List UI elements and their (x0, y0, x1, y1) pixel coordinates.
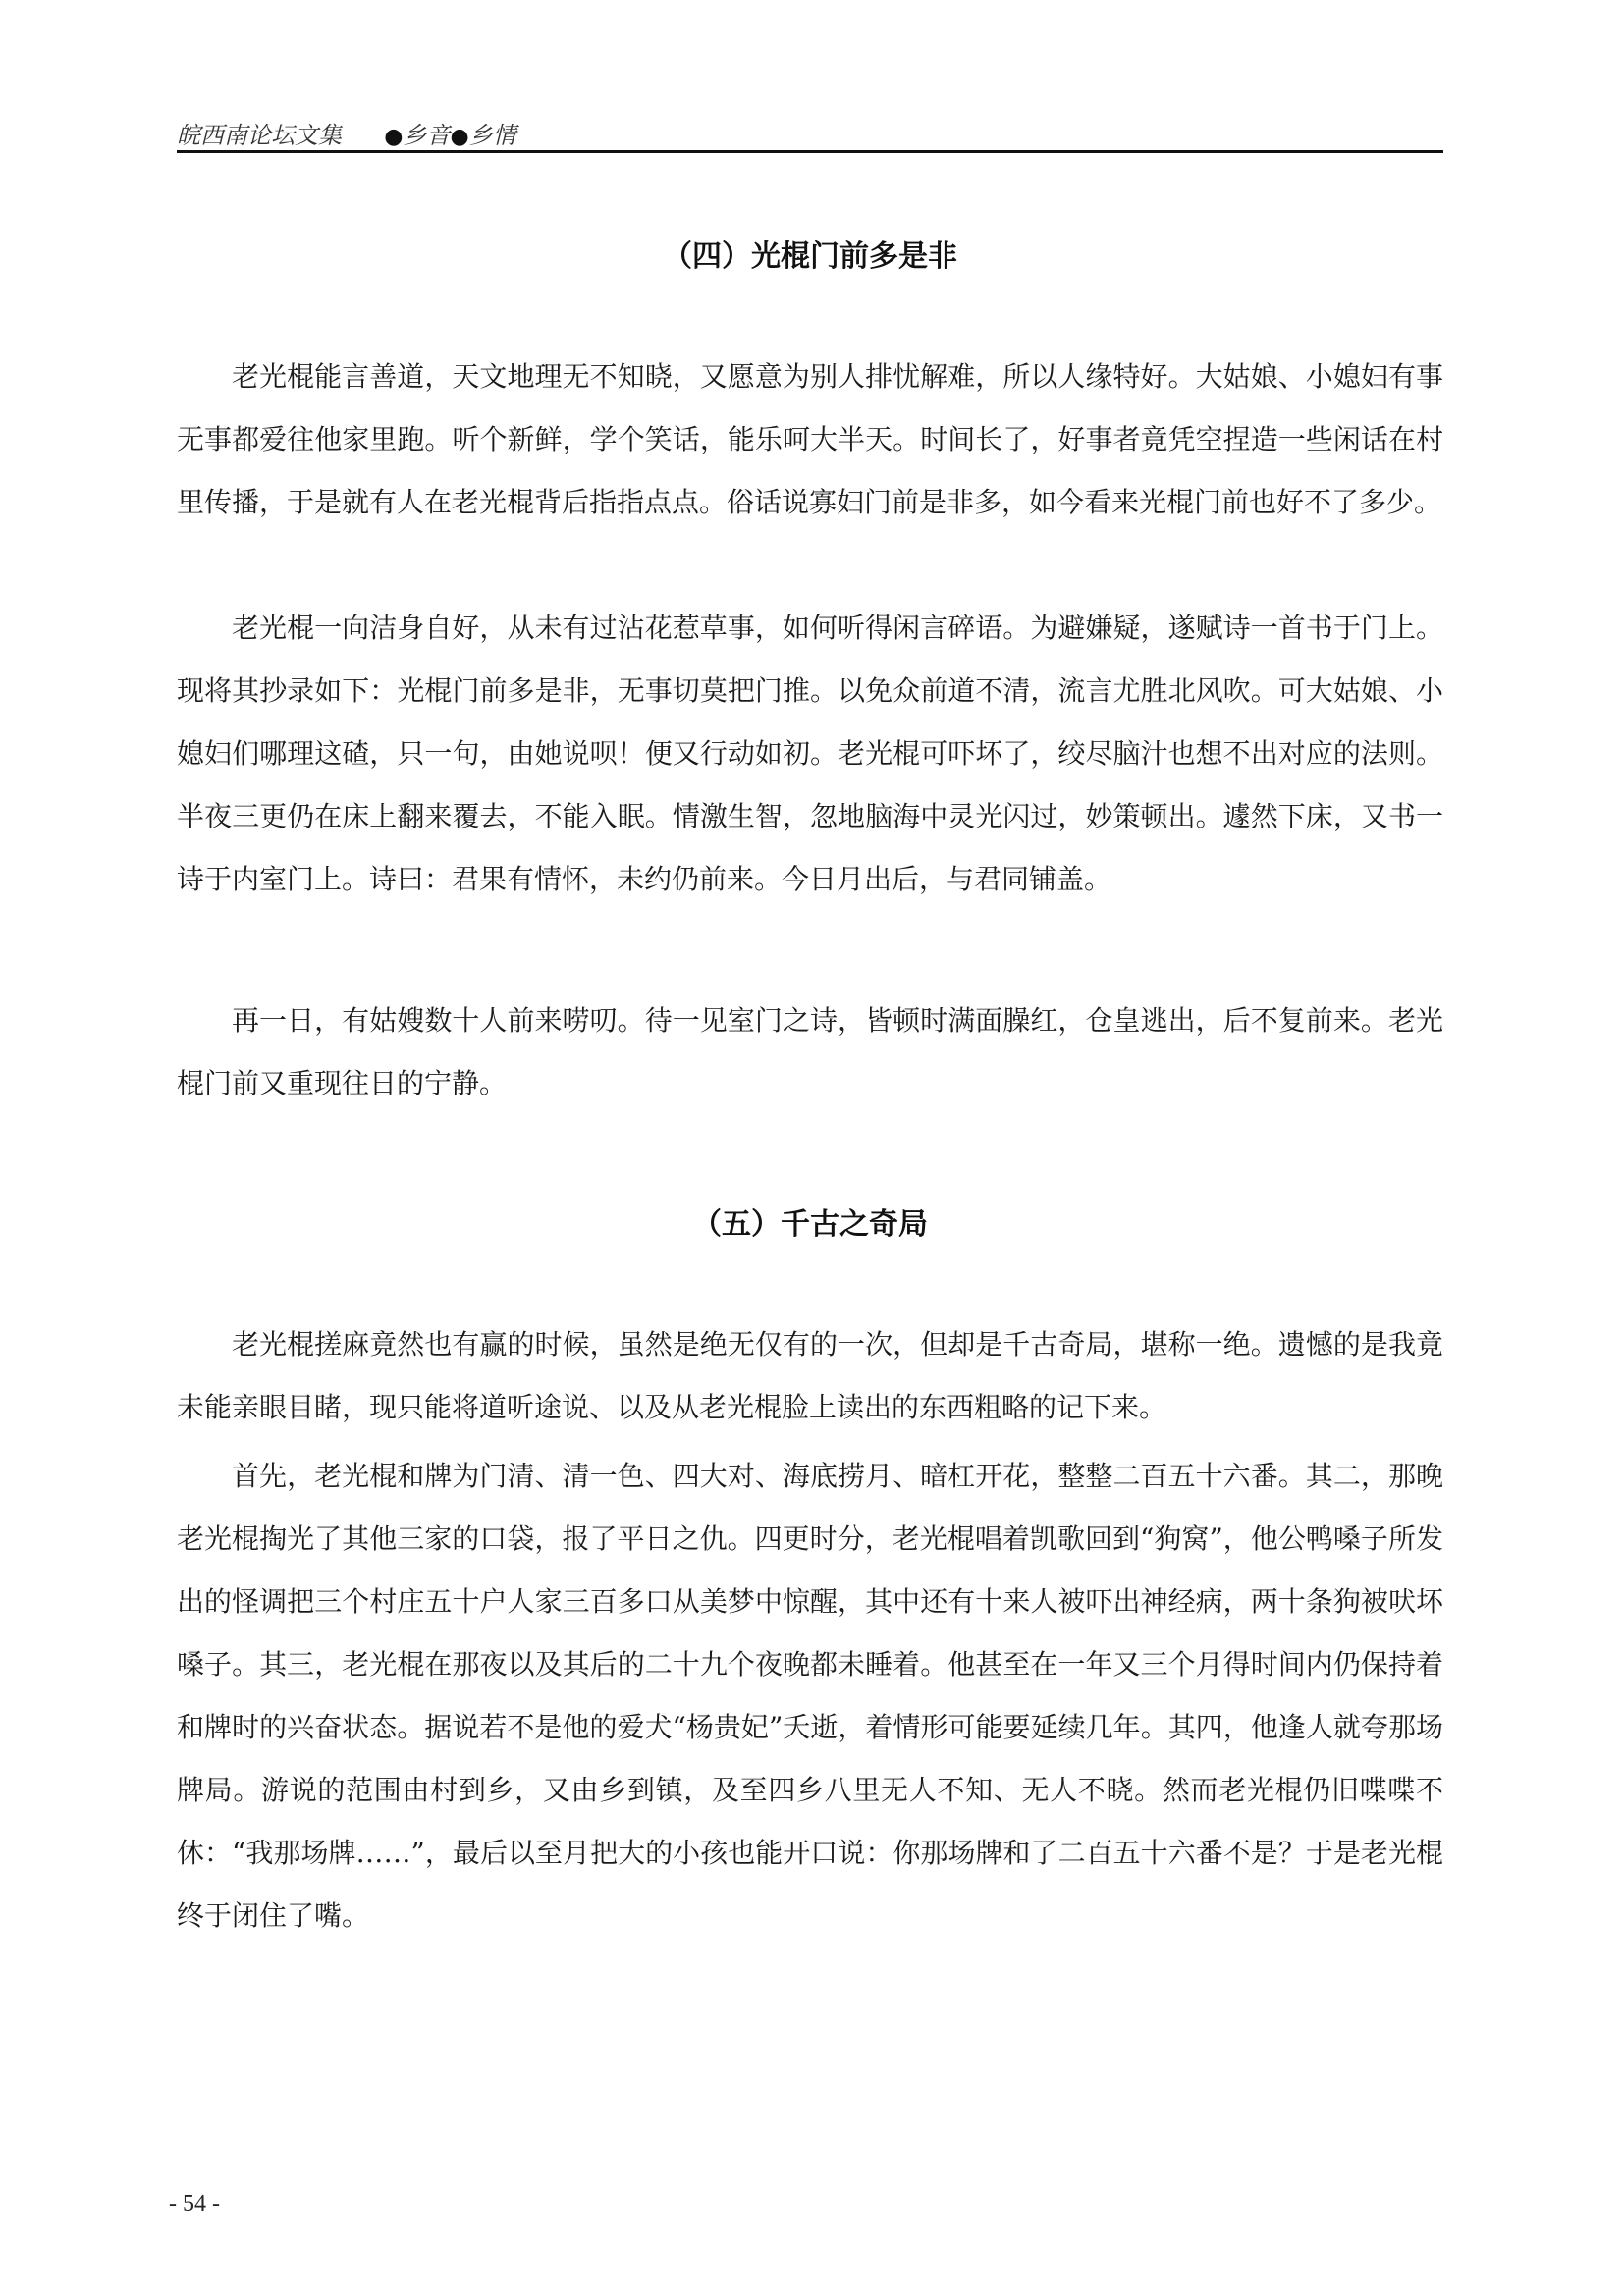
paragraph: 老光棍一向洁身自好，从未有过沾花惹草事，如何听得闲言碎语。为避嫌疑，遂赋诗一首书于门上。现将其抄录如下：光棍门前多是非，无事切莫把门推。以免众前道不清，流言尤胜北风吹。可大姑娘、小媳妇们哪理这碴，只一句，由她说呗！便又行动如初。老光棍可吓坏了，绞尽脑汁也想不出对应的法则。半夜三更仍在床上翻来覆去，不能入眠。情激生智，忽地脑海中灵光闪过，妙策顿出。遽然下床，又书一诗于内室门上。诗曰：君果有情怀，未约仍前来。今日月出后，与君同铺盖。 (177, 612, 1443, 895)
collection-title: 皖西南论坛文集 (177, 122, 342, 149)
bullet-icon: ● (384, 125, 404, 149)
paragraph: 老光棍搓麻竟然也有赢的时候，虽然是绝无仅有的一次，但却是千古奇局，堪称一绝。遗憾的是我竟未能亲眼目睹，现只能将道听途说、以及从老光棍脸上读出的东西粗略的记下来。 (177, 1328, 1443, 1423)
header-section-b: 乡情 (468, 122, 516, 149)
bullet-icon: ● (450, 125, 469, 149)
paragraph: 老光棍能言善道，天文地理无不知晓，又愿意为别人排忧解难，所以人缘特好。大姑娘、小媳妇有事无事都爱往他家里跑。听个新鲜，学个笑话，能乐呵大半天。时间长了，好事者竟凭空捏造一些闲话在村里传播，于是就有人在老光棍背后指指点点。俗话说寡妇门前是非多，如今看来光棍门前也好不了多少。 (177, 360, 1443, 518)
running-header (177, 116, 1443, 149)
section-title-5: （五）千古之奇局 (692, 1207, 928, 1242)
header-divider (177, 150, 1443, 153)
paragraph: 首先，老光棍和牌为门清、清一色、四大对、海底捞月、暗杠开花，整整二百五十六番。其二，那晚老光棍掏光了其他三家的口袋，报了平日之仇。四更时分，老光棍唱着凯歌回到“狗窝”，他公鸭嗓子所发出的怪调把三个村庄五十户人家三百多口从美梦中惊醒，其中还有十来人被吓出神经病，两十条狗被吠坏嗓子。其三，老光棍在那夜以及其后的二十九个夜晚都未睡着。他甚至在一年又三个月得时间内仍保持着和牌时的兴奋状态。据说若不是他的爱犬“杨贵妃”夭逝，着情形可能要延续几年。其四，他逢人就夸那场牌局。游说的范围由村到乡，又由乡到镇，及至四乡八里无人不知、无人不晓。然而老光棍仍旧喋喋不休：“我那场牌……”，最后以至月把大的小孩也能开口说：你那场牌和了二百五十六番不是？于是老光棍终于闭住了嘴。 (177, 1460, 1443, 1932)
header-section-a: 乡音 (403, 122, 451, 149)
page-number: - 54 - (169, 2191, 220, 2216)
section-title-4: （四）光棍门前多是非 (663, 240, 957, 274)
paragraph: 再一日，有姑嫂数十人前来唠叨。待一见室门之诗，皆顿时满面臊红，仓皇逃出，后不复前来。老光棍门前又重现往日的宁静。 (177, 1004, 1443, 1099)
